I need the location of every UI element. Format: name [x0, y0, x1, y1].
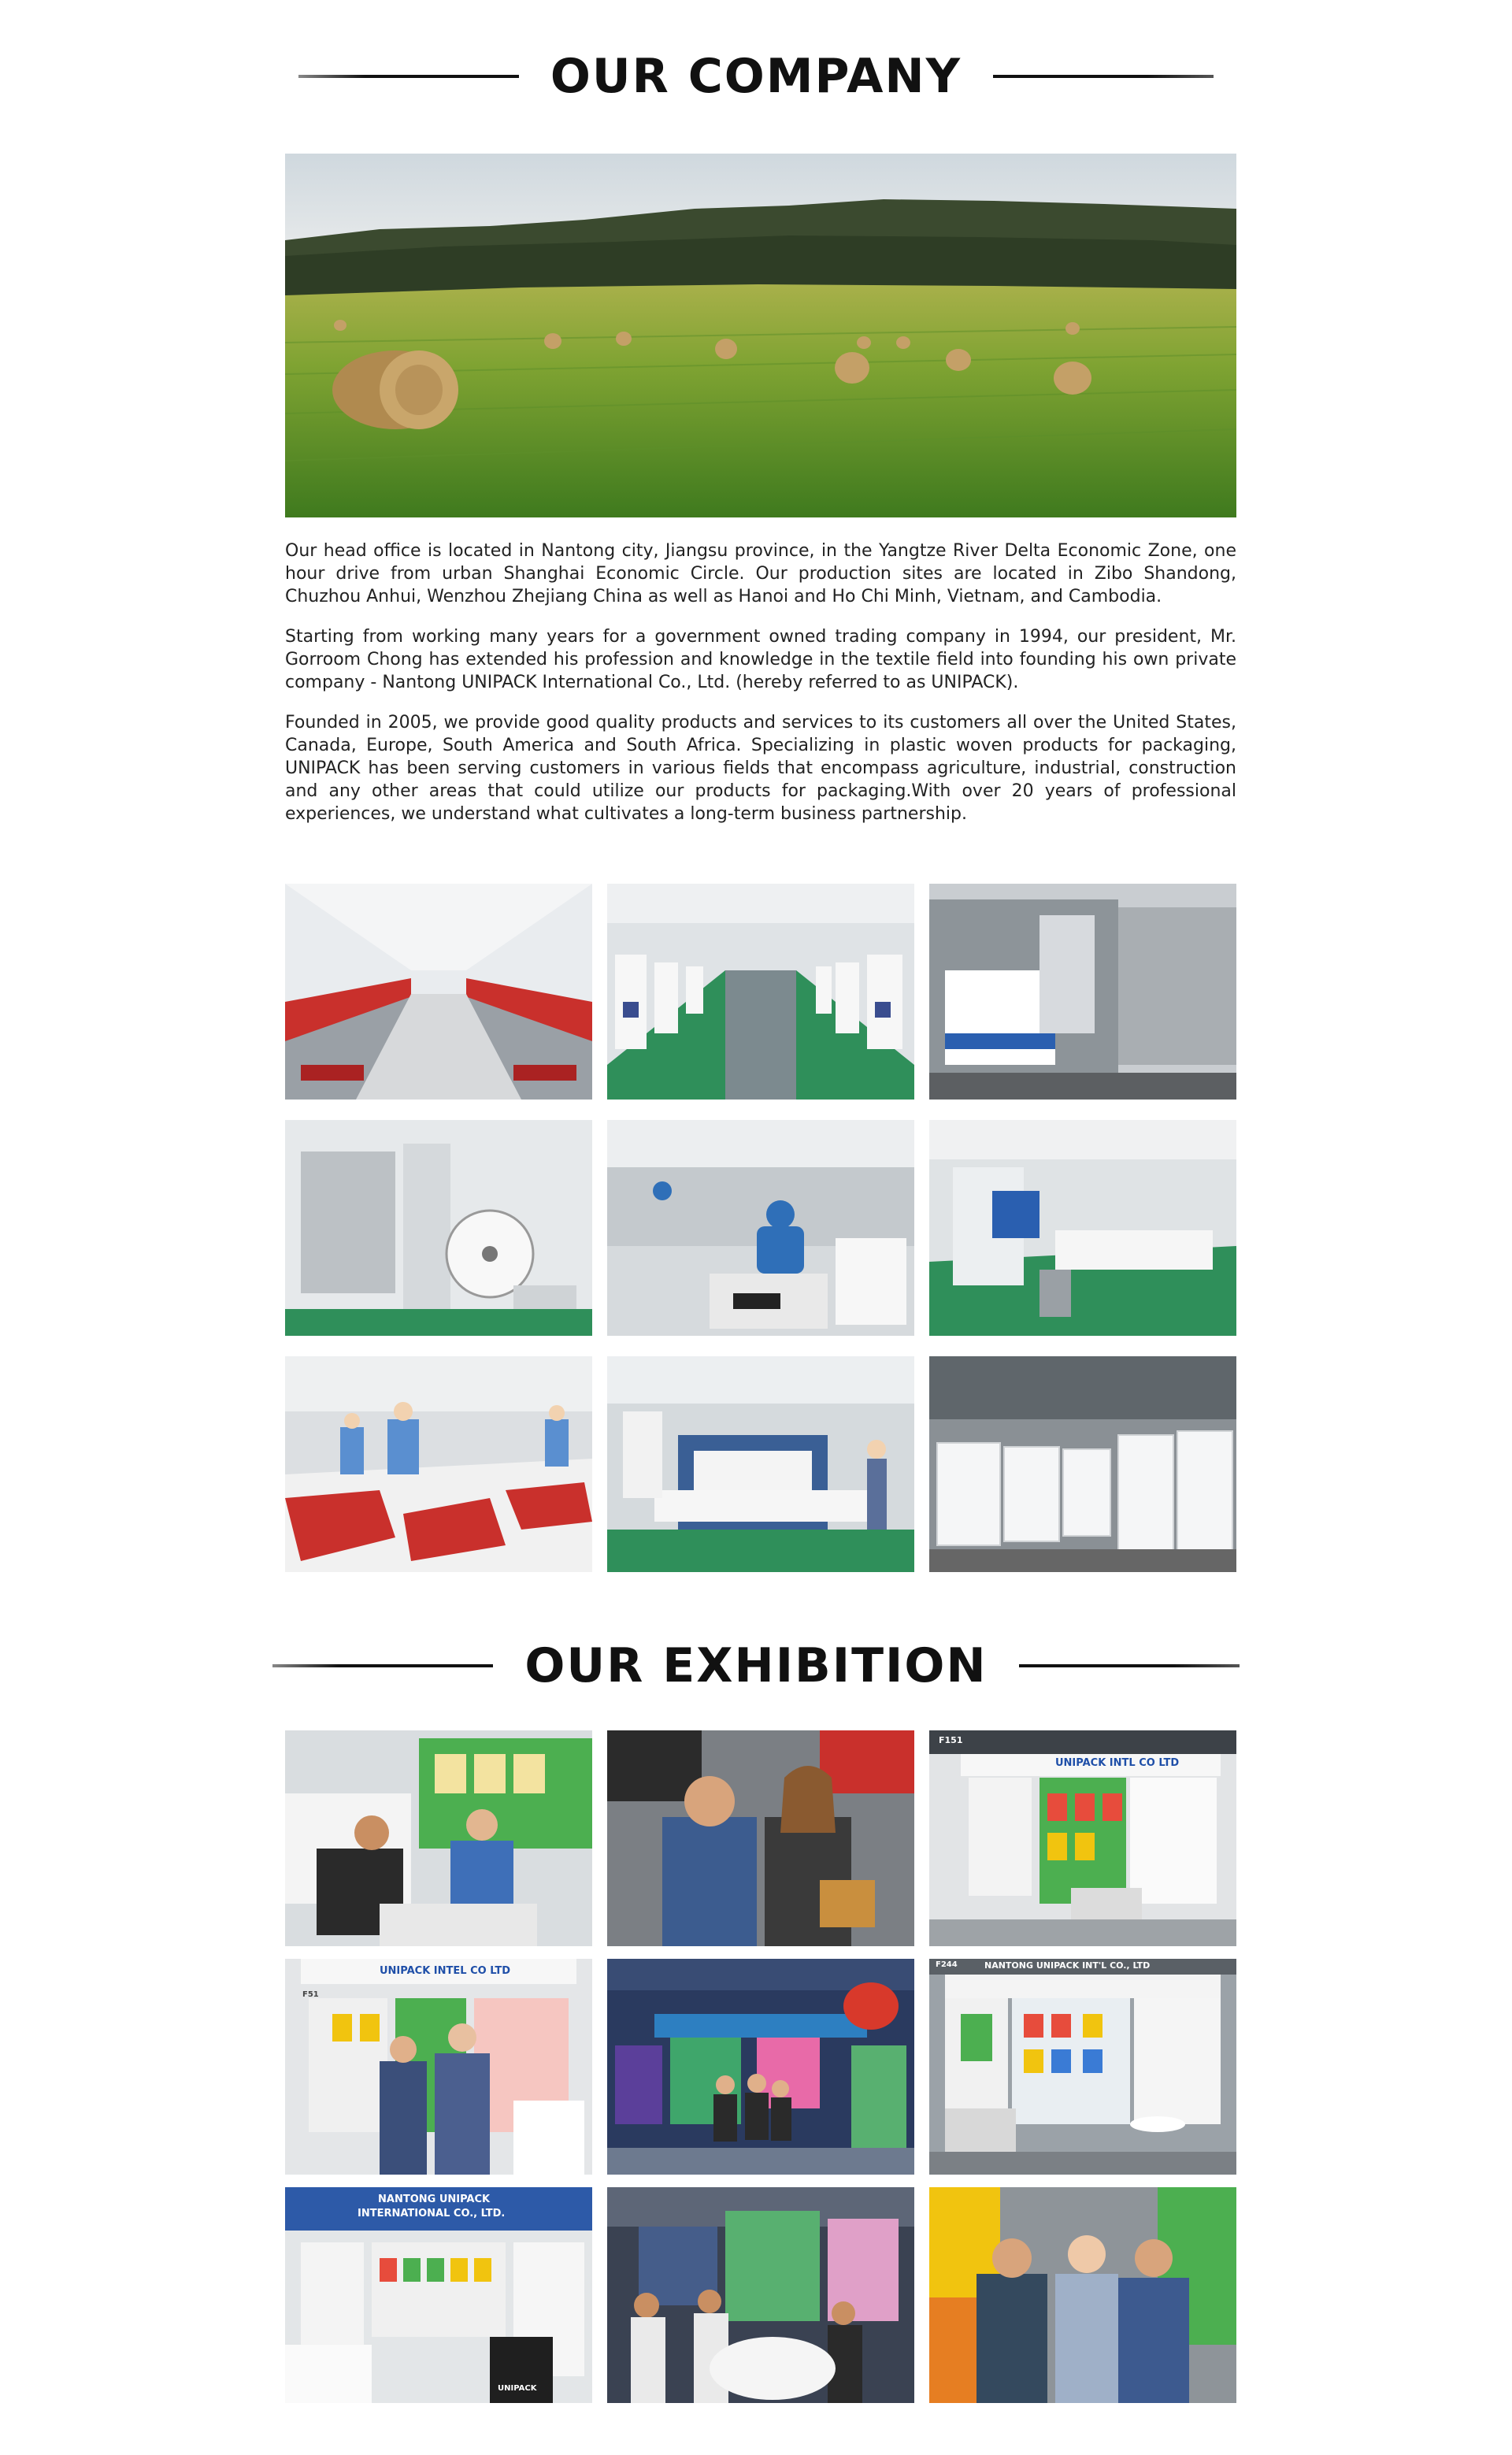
heading-rule-right: [1019, 1664, 1240, 1667]
factory-photo: [285, 1120, 592, 1336]
factory-photo-grid: [285, 884, 1236, 1572]
metal-detector-image: [607, 1356, 914, 1572]
booth-number: F51: [302, 1990, 319, 1999]
exhibition-heading: [0, 1630, 1512, 1701]
company-heading: [0, 41, 1512, 112]
booth-sign: UNIPACK INTEL CO LTD: [380, 1965, 510, 1977]
booth-number: F151: [939, 1735, 963, 1745]
printing-line-image: [607, 884, 914, 1100]
booth-nantong-image: [285, 2187, 592, 2403]
booth-lantern-image: [607, 1959, 914, 2175]
booth-number: F244: [936, 1960, 958, 1969]
booth-sign: NANTONG UNIPACK INT'L CO., LTD: [984, 1960, 1151, 1971]
factory-photo: [285, 884, 592, 1100]
booth-sign: UNIPACK INTL CO LTD: [1055, 1757, 1180, 1769]
busy-hall-image: [607, 2187, 914, 2403]
booth-sign-subtitle: INTERNATIONAL CO., LTD.: [358, 2208, 506, 2220]
exhibition-photo: [607, 1730, 914, 1946]
booth-f244-image: [929, 1959, 1236, 2175]
hay-field-image: [285, 154, 1236, 517]
extrusion-machine-image: [285, 1120, 592, 1336]
factory-photo: [607, 1356, 914, 1572]
factory-photo: [607, 884, 914, 1100]
heading-rule-left: [298, 75, 519, 78]
exhibition-photo: [607, 1959, 914, 2175]
looms-corridor-image: [285, 884, 592, 1100]
exhibition-photo-grid: [285, 1730, 1236, 2403]
company-paragraph-2: Starting from working many years for a government owned trading company in 1994, our president, Mr. Gorroom Chong has extended his profession and knowledge in the textile field into founding his own private company - Nantong UNIPACK International Co., Ltd. (hereby referred to as UNIPACK).: [285, 627, 1236, 692]
exhibition-photo: [285, 2187, 592, 2403]
factory-photo: [285, 1356, 592, 1572]
exhibition-photo: [929, 2187, 1236, 2403]
booth-unipack-intel-image: [285, 1959, 592, 2175]
sewing-workers-image: [607, 1120, 914, 1336]
factory-photo: [929, 884, 1236, 1100]
cutting-machine-image: [929, 1120, 1236, 1336]
company-description: [285, 540, 1236, 843]
heading-rule-left: [272, 1664, 493, 1667]
visitors-smiling-image: [607, 1730, 914, 1946]
warehouse-stacks-image: [929, 1356, 1236, 1572]
factory-photo: [929, 1356, 1236, 1572]
team-photo-image: [929, 2187, 1236, 2403]
exhibition-photo: [929, 1959, 1236, 2175]
exhibition-photo: [285, 1959, 592, 2175]
company-paragraph-1: Our head office is located in Nantong city, Jiangsu province, in the Yangtze River Delta Economic Zone, one hour drive from urban Shanghai Economic Circle. Our production sites are located in Zibo Shandong, Chuzhou Anhui, Wenzhou Zhejiang China as well as Hanoi and Ho Chi Minh, Vietnam, and Cambodia.: [285, 541, 1236, 606]
exhibition-title: OUR EXHIBITION: [524, 1638, 988, 1693]
company-paragraph-3: Founded in 2005, we provide good quality products and services to its customers all over the United States, Canada, Europe, South America and South Africa. Specializing in plastic woven products for packaging, UNIPACK has been serving customers in various fields that encompass agriculture, industrial, construction and any other areas that could utilize our products for packaging.With over 20 years of professional experiences, we understand what cultivates a long-term business partnership.: [285, 713, 1236, 824]
printing-machine-image: [929, 884, 1236, 1100]
inspection-workers-image: [285, 1356, 592, 1572]
exhibition-photo: [607, 2187, 914, 2403]
factory-photo: [929, 1120, 1236, 1336]
booth-meeting-image: [285, 1730, 592, 1946]
exhibition-photo: [285, 1730, 592, 1946]
hero-field-photo: [285, 154, 1236, 517]
factory-photo: [607, 1120, 914, 1336]
exhibition-photo: [929, 1730, 1236, 1946]
heading-rule-right: [993, 75, 1214, 78]
booth-sign: NANTONG UNIPACK: [378, 2194, 491, 2205]
logo-word: UNIPACK: [498, 2384, 537, 2393]
company-title: OUR COMPANY: [550, 49, 962, 104]
